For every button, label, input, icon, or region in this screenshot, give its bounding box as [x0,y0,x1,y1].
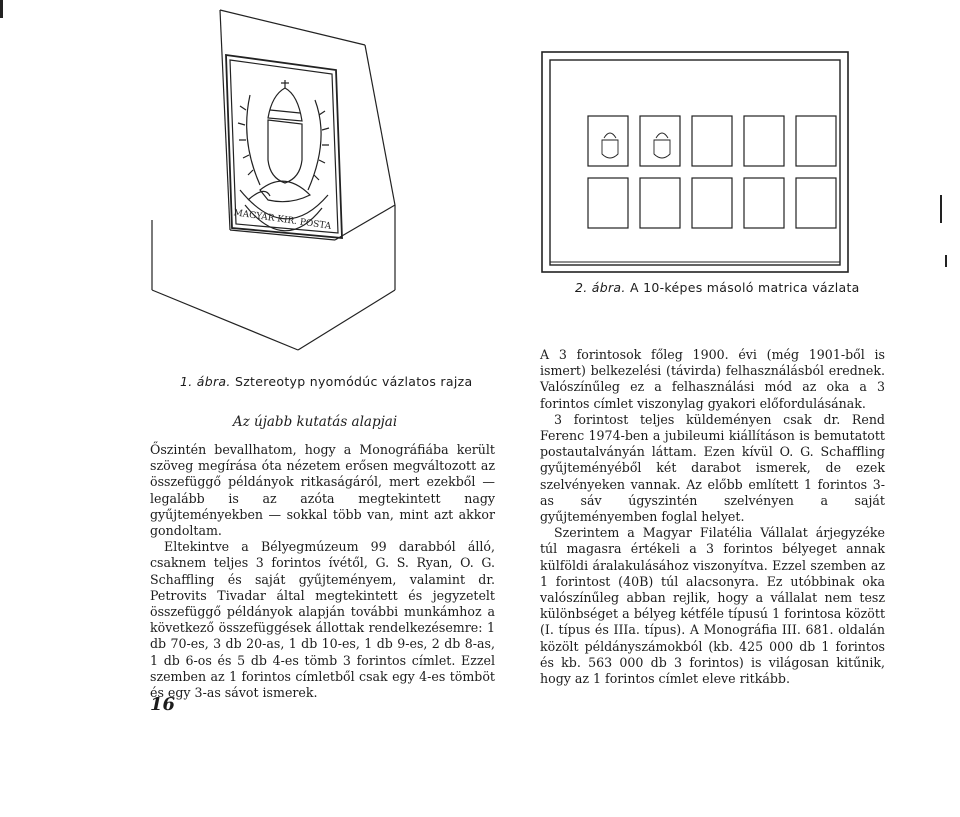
scan-edge-mark [0,0,3,18]
scan-edge-mark [940,195,942,223]
stamp-inscription: MAGYAR KIR. POSTA [232,208,332,232]
matrix-cell [796,178,836,228]
matrix-cell [796,116,836,166]
paragraph: Eltekintve a Bélyegmúzeum 99 darabból álló, csaknem teljes 3 forintos ívétől, G. S. Ryan, O. G. Schaffling és saját gyűjteményem, valamint dr. Petrovits Tivadar által megtekintett és jegyzetelt összefüggő példányok alapján további munkámhoz a következő összefüggések állottak rendelkezésemre: 1 db 70-es, 3 db 20-as, 1 db 10-es, 1 db 9-es, 2 db 8-as, 1 db 6-os és 5 db 4-es tömb 3 forintos címlet. Ezzel szemben az 1 forintos címletből csak egy 4-es tömböt és egy 3-as sávot ismerek. [150,539,495,701]
left-text-column [150,442,495,701]
matrix-cell [692,116,732,166]
paragraph: A 3 forintosok főleg 1900. évi (még 1901-ből is ismert) belkezelési (távirda) felhasználásból erednek. Valószínűleg ez a felhasználási mód az oka a 3 forintos címlet viszonylag gyakori előfordulásának. [540,347,885,411]
paragraph: Őszintén bevallhatom, hogy a Monográfiába került szöveg megírása óta nézetem erősen megváltozott az összefüggő példányok ritkaságáról, mert ezekből — legalább is az azóta megtekintett nagy gyűjteményekben — sokkal több van, mint azt akkor gondoltam. [150,442,495,539]
figure-1-caption-prefix: 1. ábra. [180,374,231,389]
matrix-cell [640,178,680,228]
paragraph: Szerintem a Magyar Filatélia Vállalat árjegyzéke túl magasra értékeli a 3 forintos bélyeget annak külföldi áralakulásához viszonyítva. Ezzel szemben az 1 forintost (40B) túl alacsonyra. Ez utóbbinak oka valószínűleg abban rejlik, hogy a vállalat nem tesz különbséget a bélyeg kétféle típusú 1 forintosa között (I. típus és IIIa. típus). A Monográfia III. 681. oldalán közölt példányszámokból (kb. 425 000 db 1 forintos és kb. 563 000 db 3 forintos) is világosan kitűnik, hogy az 1 forintos címlet eleve ritkább. [540,525,885,687]
right-text-column [540,347,885,687]
figure-1-caption-text: Sztereotyp nyomódúc vázlatos rajza [234,374,473,389]
section-title: Az újabb kutatás alapjai [232,414,398,430]
figure-1-stereotype-block-drawing [150,0,450,355]
matrix-cell [588,116,628,166]
matrix-cell [744,116,784,166]
figure-1-caption [180,374,472,389]
figure-2-matrix-drawing [540,50,860,280]
matrix-cell [744,178,784,228]
figure-2-caption [575,280,860,295]
figure-2-caption-text: A 10-képes másoló matrica vázlata [629,280,860,295]
scan-edge-mark [945,255,947,267]
page-number: 16 [150,694,176,715]
figure-2-caption-prefix: 2. ábra. [575,280,626,295]
paragraph: 3 forintost teljes küldeményen csak dr. Rend Ferenc 1974-ben a jubileumi kiállításon is bemutatott postautalványán láttam. Ezen kívül O. G. Schaffling gyűjteményéből két darabot ismerek, de ezek szelvényeken vannak. Az előbb említett 1 forintos 3-as sáv úgyszintén szelvényen a saját gyűjteményemben foglal helyet. [540,411,885,525]
matrix-cell [692,178,732,228]
matrix-cell [640,116,680,166]
matrix-cell [588,178,628,228]
